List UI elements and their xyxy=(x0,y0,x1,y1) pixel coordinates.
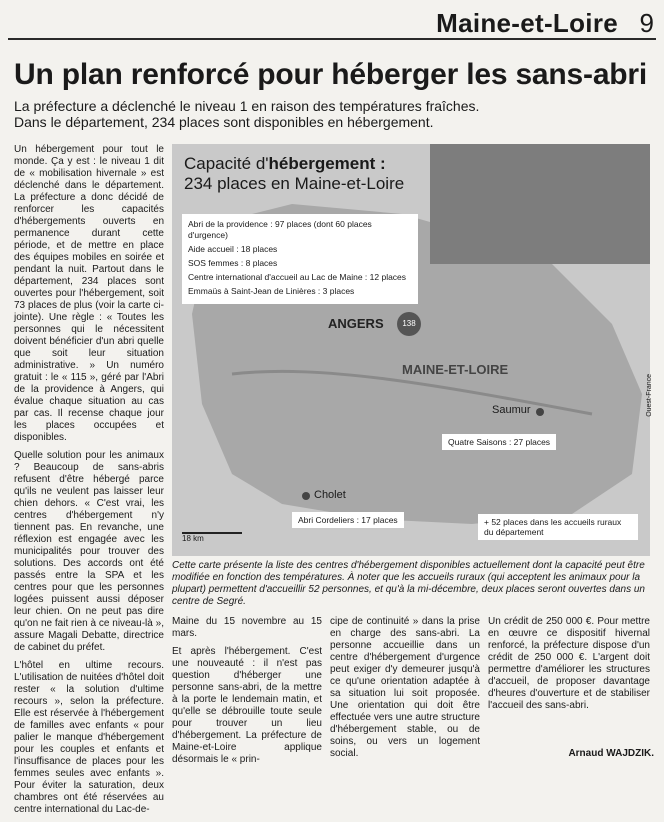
credit: Ouest-France xyxy=(646,374,653,417)
map-title xyxy=(184,154,386,174)
paragraph: Un hébergement pour tout le monde. Ça y est : le niveau 1 dit de « mobilisation hivernale » est déclenché dans le département. La préfecture a donc décidé de renforcer les capacités d'hébergements ouverts en permanence durant cette période, et de mettre en place des équipes mobiles en soirée et pendant la nuit. Partout dans le département, 234 places sont ouvertes pour l'hébergement, soit 73 places de plus (voir la carte ci-jointe). Une règle : « Toutes les personnes qui le nécessitent doivent bénéficier d'un abri quelle que soit leur situation administrative. » Un numéro gratuit : le « 115 », géré par l'Abri de la providence à Angers, qui évalue chaque situation au cas par cas. Il recense chaque jour les places occupées et disponibles. xyxy=(14,144,164,443)
paragraph: Et après l'hébergement. C'est une nouveauté : il n'est pas question d'héberger une personne sans-abri, de la mettre à la porte le lendemain matin, et qu'elle se débrouille toute seule pour trouver un lieu d'hébergement. La préfecture de Maine-et-Loire applique désormais le « prin- xyxy=(172,646,322,765)
lead-line: Dans le département, 234 places sont disponibles en hébergement. xyxy=(14,114,434,130)
angers-count: 138 xyxy=(397,312,421,336)
list-item: Centre international d'accueil au Lac de Maine : 12 places xyxy=(188,272,407,282)
paragraph: L'hôtel en ultime recours. L'utilisation de nuitées d'hôtel doit rester « la solution d'ultime recours », selon la préfecture. Elle est réservée à l'hébergement de familles avec enfants « pour palier le manque d'hébergement pour les couples et enfants et l'insuffisance de places pour les femmes seules avec enfants ». Pour éviter la saturation, deux chambres ont été réservées au centre international du Lac-de- xyxy=(14,660,164,815)
saumur-box: Quatre Saisons : 27 places xyxy=(442,434,556,450)
list-item: Emmaüs à Saint-Jean de Linières : 3 places xyxy=(188,286,355,296)
region-label: MAINE-ET-LOIRE xyxy=(402,362,509,377)
cholet-dot xyxy=(302,492,310,500)
scale-label: 18 km xyxy=(182,534,204,543)
column-4 xyxy=(488,616,650,718)
paragraph: Un crédit de 250 000 €. Pour mettre en œuvre ce dispositif hivernal renforcé, la préfecture dispose d'un crédit de 250 000 €. L'argent doit permettre d'améliorer les structures d'accueil, de proposer davantage d'heures d'ouverture et de stabiliser l'accueil des sans-abri. xyxy=(488,616,650,711)
article-title: Un plan renforcé pour héberger les sans-abri xyxy=(14,58,648,91)
column-1 xyxy=(14,144,164,822)
paragraph: Quelle solution pour les animaux ? Beaucoup de sans-abris refusent d'être hébergé parce qu'ils ne veulent pas laisser leur chien dehors. « C'est vrai, les centres d'hébergement n'y tiennent pas. En revanche, une réflexion est engagée avec les municipalités pour trouver des solutions. Des accords ont été passés entre la SPA et les centres pour que les personnes logées puissent aussi déposer leur chien. On ne peut pas dire qu'on ne fait rien à ce niveau-là », assure Magali Debatte, directrice de cabinet du préfet. xyxy=(14,450,164,653)
map-title-bold: hébergement : xyxy=(268,154,386,173)
list-item: Abri de la providence : 97 places (dont 60 places d'urgence) xyxy=(188,219,372,240)
column-3 xyxy=(330,616,480,766)
signature: Arnaud WAJDZIK. xyxy=(568,748,654,759)
page-number: 9 xyxy=(639,8,654,38)
map-graphic xyxy=(172,144,653,556)
photo xyxy=(430,144,650,264)
city-angers: ANGERS xyxy=(328,316,384,331)
header-rule xyxy=(8,38,656,40)
paragraph: cipe de continuité » dans la prise en charge des sans-abri. La personne accueillie dans un centre d'hébergement d'urgence peut exiger d'y demeurer jusqu'à ce qu'une orientation adaptée à sa situation lui soit proposée. Une orientation qui doit être effectuée vers une autre structure d'hébergement stable, ou de soins, ou vers un logement social. xyxy=(330,616,480,759)
article-lead xyxy=(14,98,654,130)
city-cholet: Cholet xyxy=(314,489,346,501)
angers-list xyxy=(182,214,418,304)
rural-box: + 52 places dans les accueils ruraux du département xyxy=(478,514,638,540)
map-title-prefix: Capacité d' xyxy=(184,154,269,173)
city-saumur: Saumur xyxy=(492,404,531,416)
list-item: SOS femmes : 8 places xyxy=(188,258,278,268)
saumur-dot xyxy=(536,408,544,416)
column-2 xyxy=(172,616,322,772)
section-name: Maine-et-Loire xyxy=(436,8,618,38)
list-item: Aide accueil : 18 places xyxy=(188,244,278,254)
paragraph: Maine du 15 novembre au 15 mars. xyxy=(172,616,322,639)
lead-line: La préfecture a déclenché le niveau 1 en raison des températures fraîches. xyxy=(14,98,480,114)
map-subtitle: 234 places en Maine-et-Loire xyxy=(184,174,405,193)
cholet-box: Abri Cordeliers : 17 places xyxy=(292,512,404,528)
map-caption: Cette carte présente la liste des centres d'hébergement disponibles actuellement dont la capacité peut être modifiée en fonction des températures. À noter que les accueils ruraux (qui acceptent les animaux pour la plupart) permettent d'accueillir 52 personnes, et qu'à la mi-décembre, deux places seront ouvertes dans un centre de Segré. xyxy=(172,560,645,607)
